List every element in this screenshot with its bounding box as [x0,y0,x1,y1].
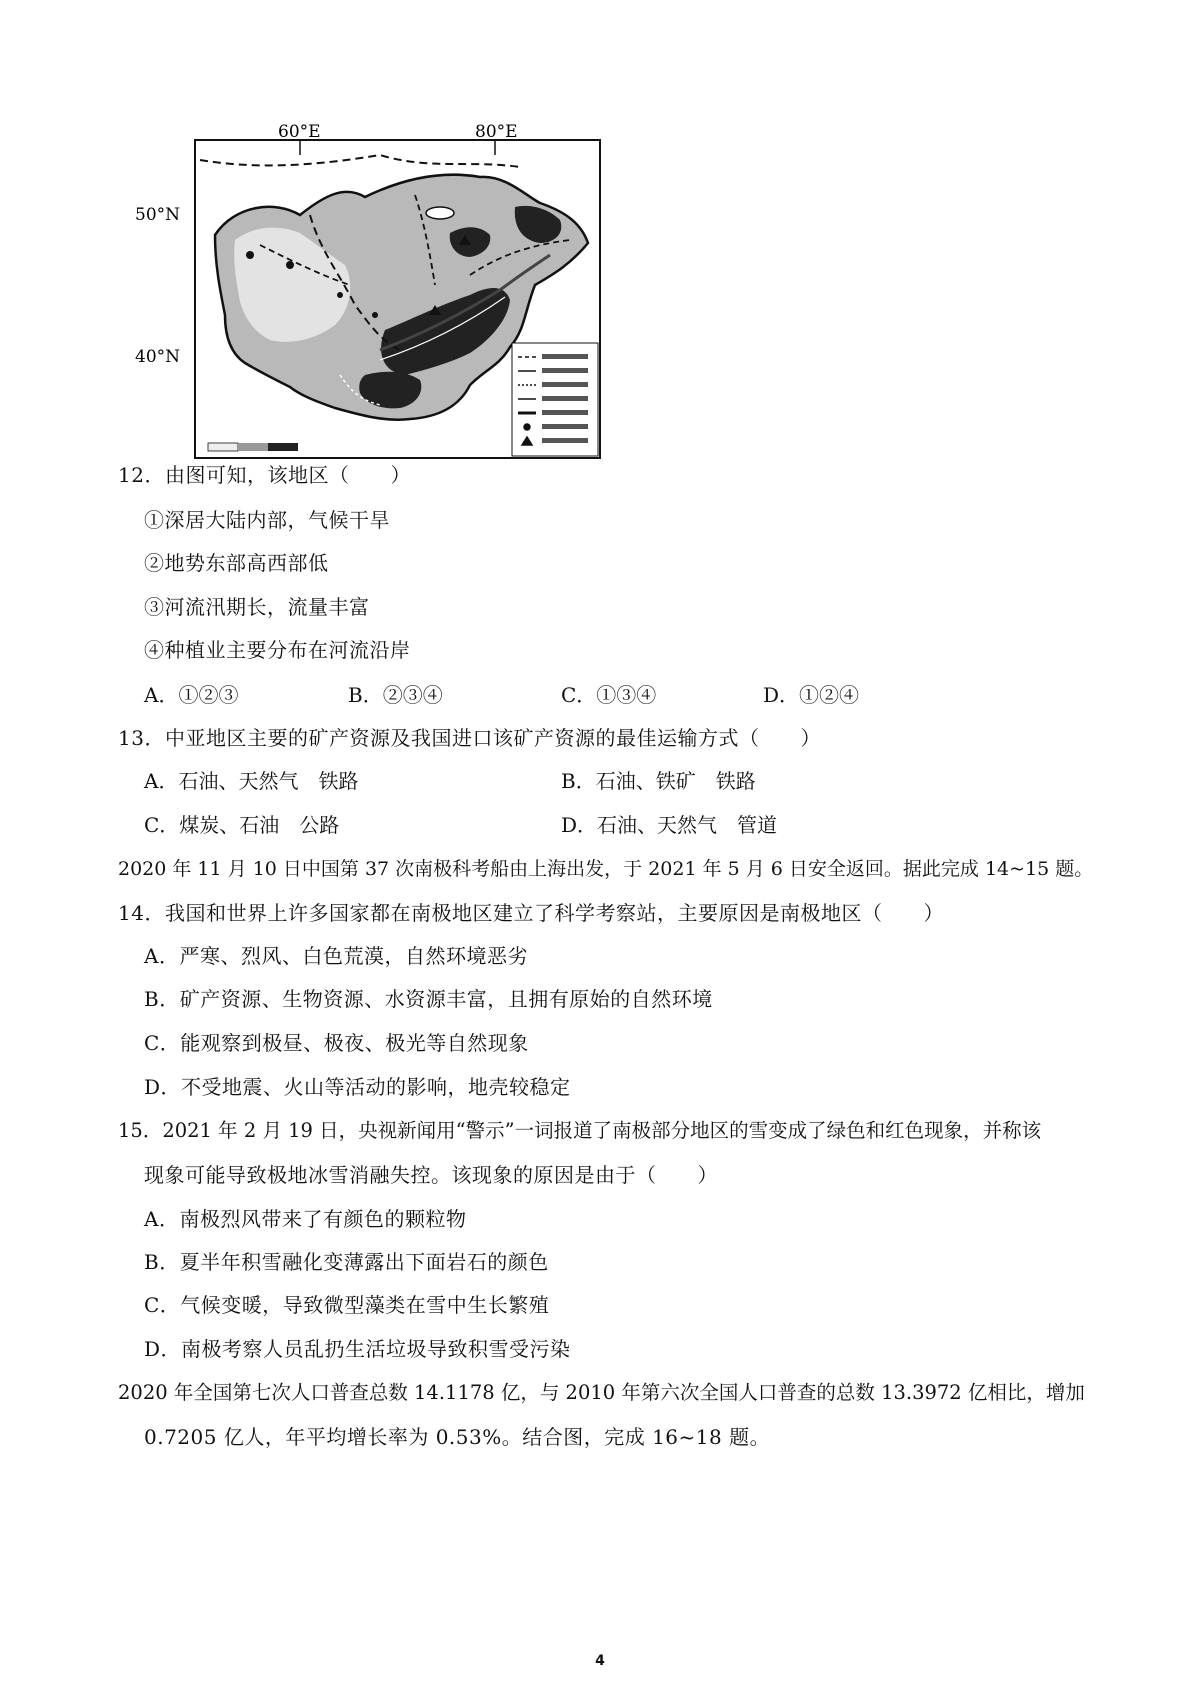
lon-label-60: 60°E [278,122,321,142]
question-13-stem: 13．中亚地区主要的矿产资源及我国进口该矿产资源的最佳运输方式（ ） [118,726,821,750]
lat-label-40: 40°N [135,347,181,367]
question-13-option-d[interactable]: D．石油、天然气 管道 [561,813,778,837]
question-12-option-b[interactable]: B．②③④ [348,683,443,707]
question-15-option-b[interactable]: B．夏半年积雪融化变薄露出下面岩石的颜色 [144,1250,549,1274]
map-figure [135,122,610,485]
intro-14-15: 2020 年 11 月 10 日中国第 37 次南极科考船由上海出发，于 2021 年 5 月 6 日安全返回。据此完成 14~15 题。 [118,858,1094,880]
lat-label-50: 50°N [135,205,181,225]
question-14-option-c[interactable]: C．能观察到极昼、极夜、极光等自然现象 [144,1031,529,1055]
question-15-option-a[interactable]: A．南极烈风带来了有颜色的颗粒物 [144,1207,467,1231]
question-12-item-1: ①深居大陆内部，气候干旱 [144,508,390,532]
question-12-option-d[interactable]: D．①②④ [763,683,860,707]
page-number: 4 [595,1653,605,1669]
question-13-option-a[interactable]: A．石油、天然气 铁路 [144,769,359,793]
city-marker [246,251,254,259]
lake-balkhash [426,207,454,219]
question-14-option-d[interactable]: D．不受地震、火山等活动的影响，地壳较稳定 [144,1075,571,1099]
elevation-scale [208,443,238,451]
city-marker [372,312,378,318]
intro-16-18-line-1: 2020 年全国第七次人口普查总数 14.1178 亿，与 2010 年第六次全国人口普查的总数 13.3972 亿相比，增加 [118,1381,1085,1404]
question-13-option-c[interactable]: C．煤炭、石油 公路 [144,813,340,837]
question-15-stem-line-1: 15．2021 年 2 月 19 日，央视新闻用“警示”一词报道了南极部分地区的雪变成了绿色和红色现象，并称该 [118,1119,1042,1142]
question-14-option-b[interactable]: B．矿产资源、生物资源、水资源丰富，且拥有原始的自然环境 [144,987,713,1011]
city-marker [286,261,294,269]
question-12-item-4: ④种植业主要分布在河流沿岸 [144,638,411,662]
central-asia-map [135,122,610,485]
question-15-option-d[interactable]: D．南极考察人员乱扔生活垃圾导致积雪受污染 [144,1337,571,1361]
lon-label-80: 80°E [475,122,518,142]
question-12-option-c[interactable]: C．①③④ [561,683,657,707]
question-12-stem: 12．由图可知，该地区（ ） [118,463,411,487]
question-14-option-a[interactable]: A．严寒、烈风、白色荒漠，自然环境恶劣 [144,944,528,968]
question-12-option-a[interactable]: A．①②③ [144,683,239,707]
question-15-option-c[interactable]: C．气候变暖，导致微型藻类在雪中生长繁殖 [144,1293,550,1317]
question-12-item-3: ③河流汛期长，流量丰富 [144,595,370,619]
question-13-option-b[interactable]: B．石油、铁矿 铁路 [561,769,756,793]
question-14-stem: 14．我国和世界上许多国家都在南极地区建立了科学考察站，主要原因是南极地区（ ） [118,901,944,925]
question-12-item-2: ②地势东部高西部低 [144,551,329,575]
city-marker [337,292,343,298]
intro-16-18-line-2: 0.7205 亿人，年平均增长率为 0.53%。结合图，完成 16~18 题。 [144,1425,771,1449]
question-15-stem-line-2: 现象可能导致极地冰雪消融失控。该现象的原因是由于（ ） [144,1163,718,1187]
